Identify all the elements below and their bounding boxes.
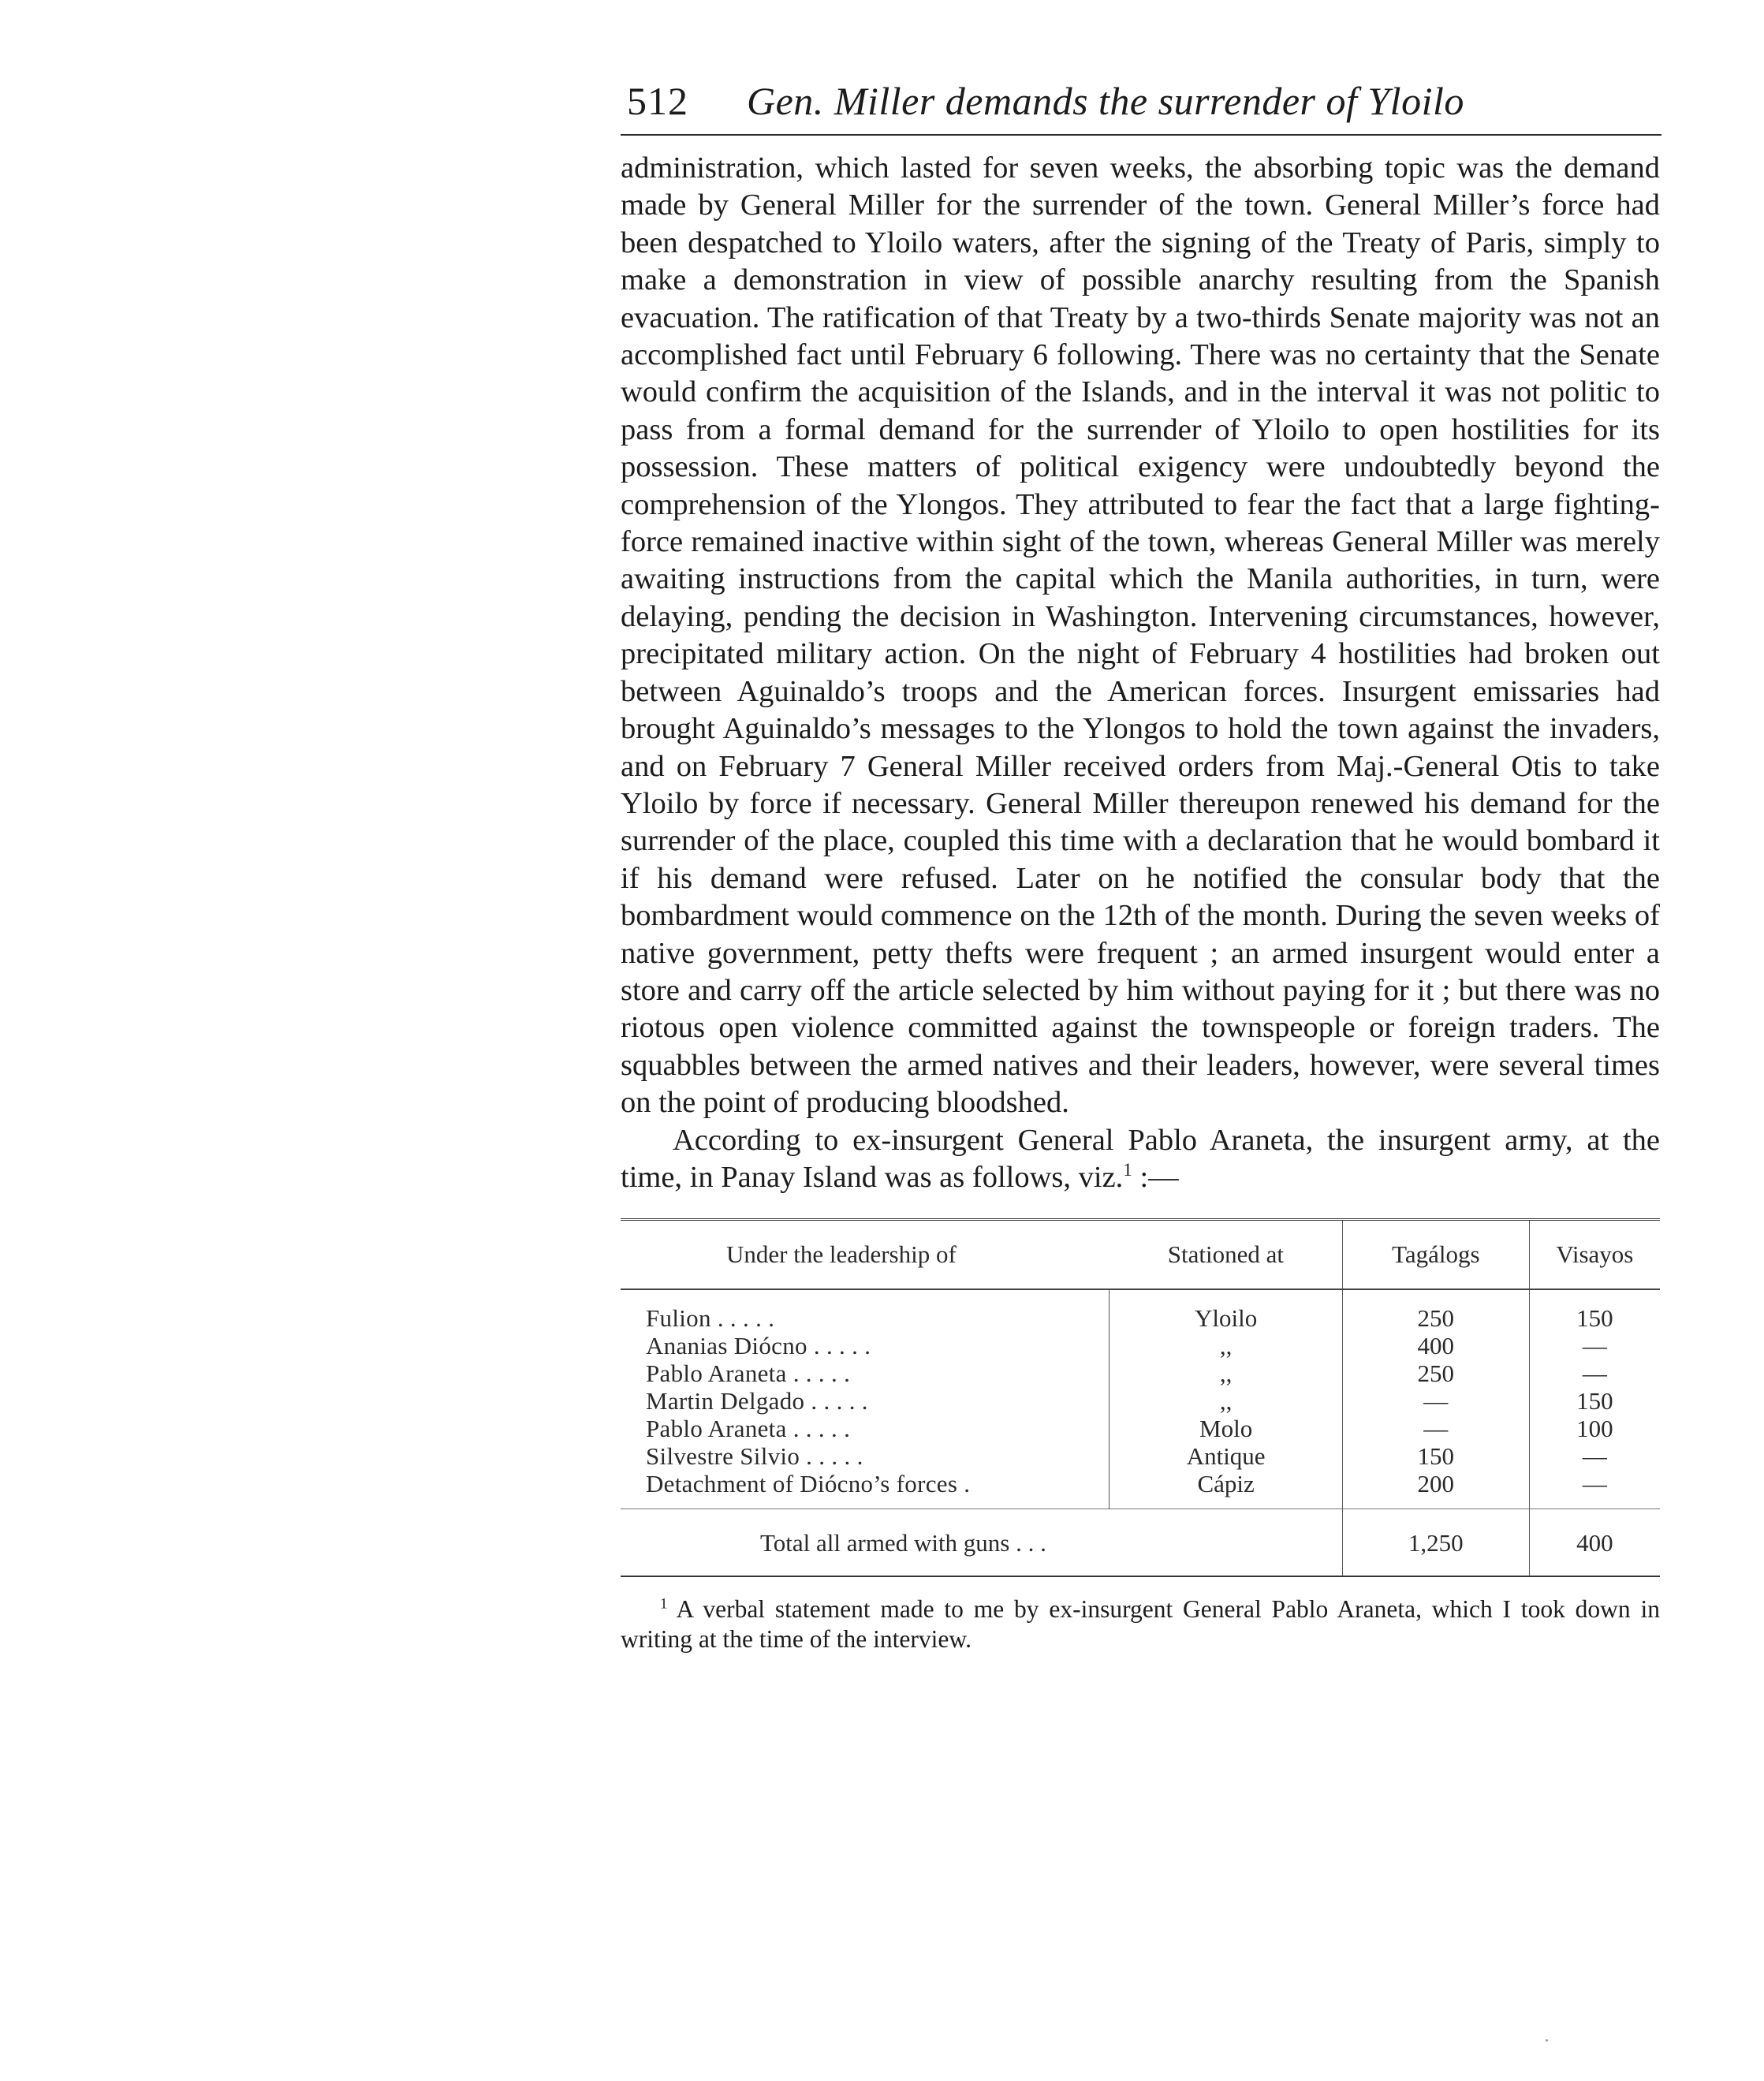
page-speck <box>1546 2039 1548 2042</box>
tagalogs-cell: 250 <box>1342 1359 1529 1387</box>
station-cell: Yloilo <box>1109 1289 1343 1332</box>
leader-cell: Fulion . . . . . <box>646 1304 775 1333</box>
header-tagalogs: Tagálogs <box>1342 1220 1529 1290</box>
visayos-cell: — <box>1529 1470 1660 1509</box>
troop-table-wrapper <box>621 1218 1660 1577</box>
station-cell: Antique <box>1109 1442 1343 1470</box>
leader-cell: Pablo Araneta . . . . . <box>646 1415 851 1443</box>
book-page <box>621 69 1660 1654</box>
total-row <box>621 1509 1660 1577</box>
header-leader: Under the leadership of <box>621 1220 1109 1290</box>
header-visayos: Visayos <box>1529 1220 1660 1290</box>
table-row <box>621 1359 1660 1387</box>
header-station: Stationed at <box>1109 1220 1343 1290</box>
table-row <box>621 1442 1660 1470</box>
tagalogs-cell: — <box>1342 1415 1529 1442</box>
footnote-reference: 1 <box>1123 1159 1132 1180</box>
tagalogs-cell: 150 <box>1342 1442 1529 1470</box>
leader-cell: Detachment of Diócno’s forces . <box>646 1470 971 1498</box>
footnote-paragraph <box>621 1594 1660 1654</box>
footnote-marker: 1 <box>660 1595 668 1613</box>
leader-cell: Silvestre Silvio . . . . . <box>646 1442 863 1471</box>
leader-cell: Ananias Diócno . . . . . <box>646 1332 871 1360</box>
tagalogs-cell: 400 <box>1342 1332 1529 1359</box>
table-row <box>621 1289 1660 1332</box>
tagalogs-cell: 200 <box>1342 1470 1529 1509</box>
table-row <box>621 1415 1660 1442</box>
tagalogs-cell: 250 <box>1342 1289 1529 1332</box>
footnote <box>621 1594 1660 1654</box>
visayos-cell: — <box>1529 1359 1660 1387</box>
station-cell: ,, <box>1109 1332 1343 1359</box>
station-cell: ,, <box>1109 1359 1343 1387</box>
tagalogs-cell: — <box>1342 1387 1529 1415</box>
paragraph-2-text: According to ex-insurgent General Pablo Araneta, the insurgent army, at the time, in Panay Island was as follows, viz. <box>621 1123 1660 1194</box>
paragraph-1: administration, which lasted for seven weeks, the absorbing topic was the demand made by General Miller for the surrender of the town. General Miller’s force had been despatched to Yloilo waters, after the signing of the Treaty of Paris, simply to make a demonstration in view of possible anarchy resulting from the Spanish evacuation. The ratification of that Treaty by a two-thirds Senate majority was not an accomplished fact until February 6 following. There was no certainty that the Senate would confirm the acquisition of the Islands, and in the interval it was not politic to pass from a formal demand for the surrender of Yloilo to open hostilities for its possession. These matters of political exigency were undoubtedly beyond the comprehension of the Ylongos. They attributed to fear the fact that a large fighting-force remained inactive within sight of the town, whereas General Miller was merely awaiting instructions from the capital which the Manila authorities, in turn, were delaying, pending the decision in Washington. Intervening circumstances, however, precipitated military action. On the night of February 4 hostilities had broken out between Aguinaldo’s troops and the American forces. Insurgent emissaries had brought Aguinaldo’s messages to the Ylongos to hold the town against the invaders, and on February 7 General Miller received orders from Maj.-General Otis to take Yloilo by force if necessary. General Miller thereupon renewed his demand for the surrender of the place, coupled this time with a declaration that he would bombard it if his demand were refused. Later on he notified the consular body that the bombardment would commence on the 12th of the month. During the seven weeks of native government, petty thefts were frequent ; an armed insurgent would enter a store and carry off the article selected by him without paying for it ; but there was no riotous open violence committed against the townspeople or foreign traders. The squabbles between the armed natives and their leaders, however, were several times on the point of producing bloodshed. <box>621 151 1660 1120</box>
visayos-cell: — <box>1529 1442 1660 1470</box>
station-cell: Cápiz <box>1109 1470 1343 1509</box>
station-cell: ,, <box>1109 1387 1343 1415</box>
paragraph-2 <box>621 1122 1660 1197</box>
table-header-row <box>621 1220 1660 1290</box>
table-row <box>621 1332 1660 1359</box>
total-label: Total all armed with guns . . . <box>621 1509 1342 1577</box>
running-head <box>621 69 1660 132</box>
footnote-text: A verbal statement made to me by ex-insurgent General Pablo Araneta, which I took down in writing at the time of the interview. <box>621 1595 1660 1654</box>
leader-cell: Pablo Araneta . . . . . <box>646 1359 851 1388</box>
visayos-cell: — <box>1529 1332 1660 1359</box>
running-title: Gen. Miller demands the surrender of Yloilo <box>747 79 1464 123</box>
header-rule <box>621 134 1661 136</box>
troop-table <box>621 1218 1660 1577</box>
total-tagalogs: 1,250 <box>1342 1509 1529 1577</box>
table-row <box>621 1470 1660 1509</box>
table-row <box>621 1387 1660 1415</box>
total-visayos: 400 <box>1529 1509 1660 1577</box>
station-cell: Molo <box>1109 1415 1343 1442</box>
page-number: 512 <box>627 79 688 123</box>
visayos-cell: 100 <box>1529 1415 1660 1442</box>
paragraph-2-end: :— <box>1132 1160 1179 1194</box>
leader-cell: Martin Delgado . . . . . <box>646 1387 868 1415</box>
visayos-cell: 150 <box>1529 1289 1660 1332</box>
body-text <box>621 150 1660 1196</box>
visayos-cell: 150 <box>1529 1387 1660 1415</box>
